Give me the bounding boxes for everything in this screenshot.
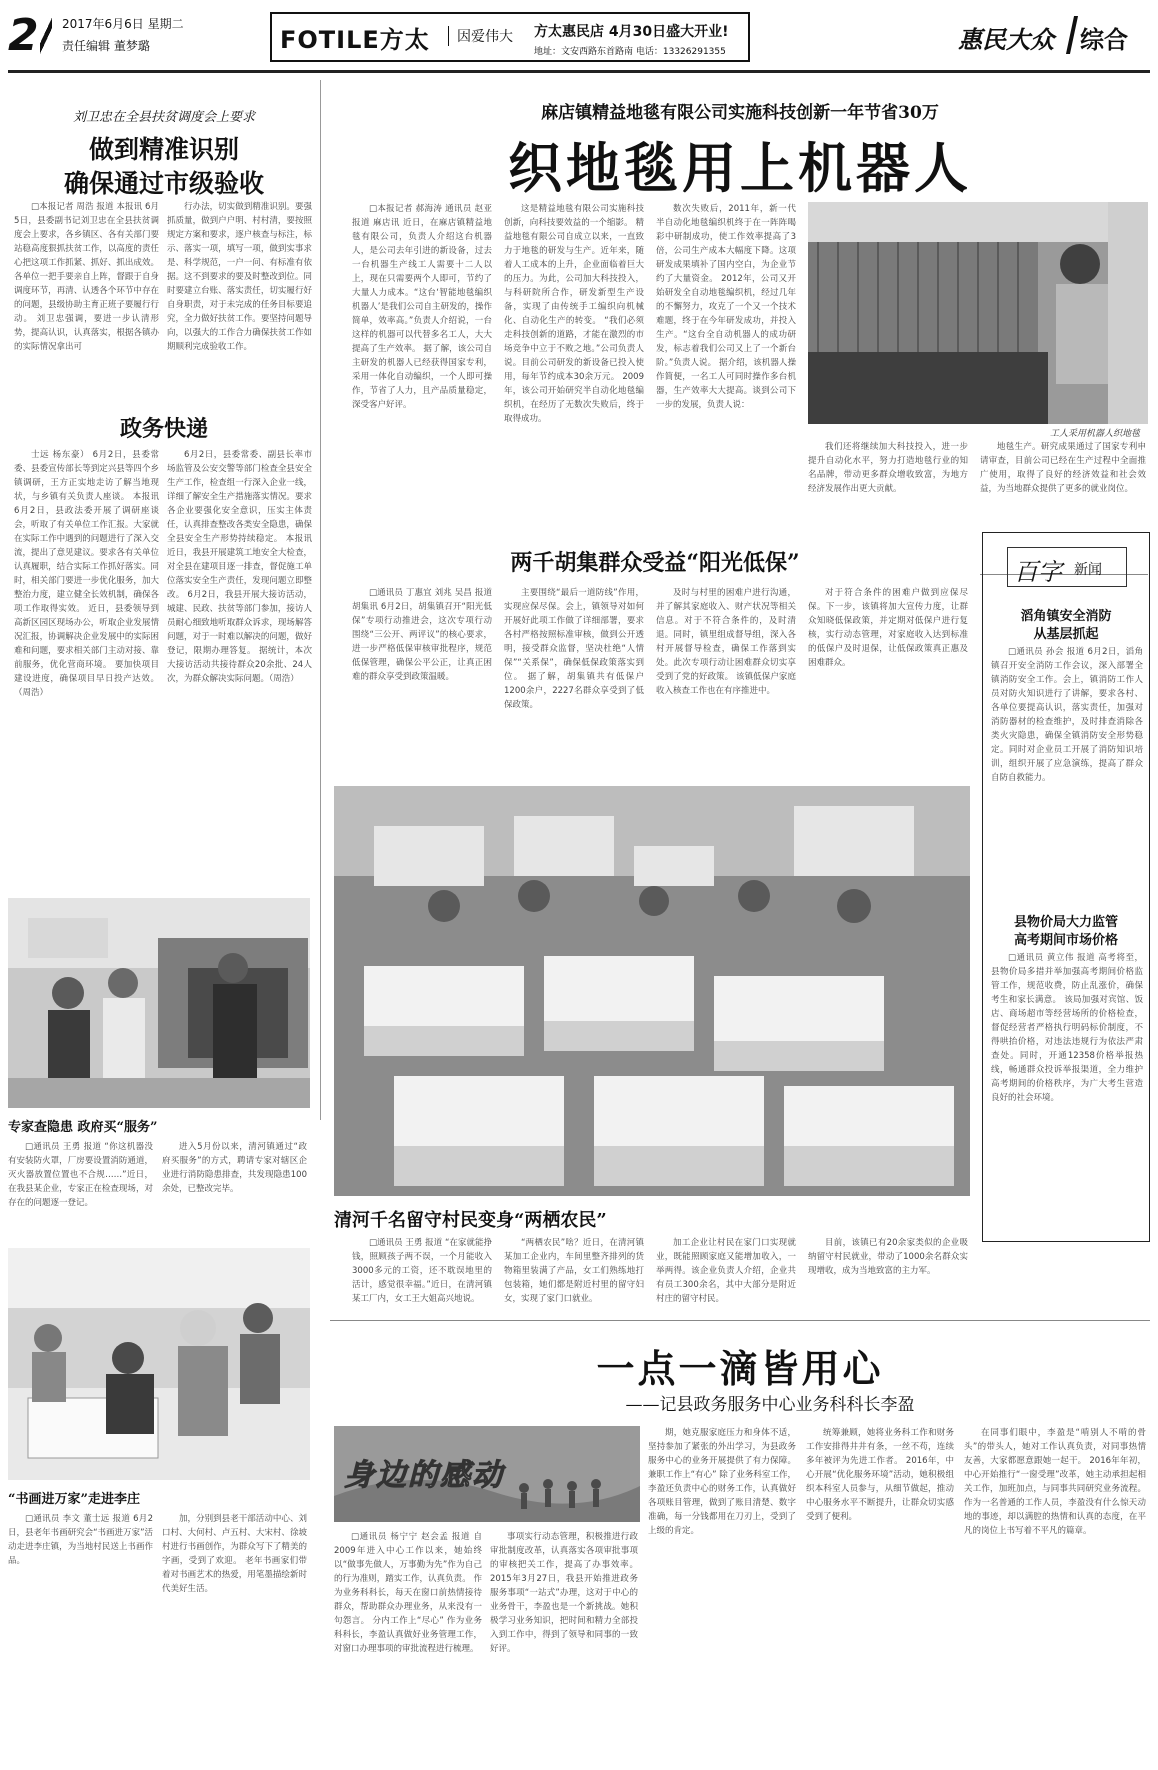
main-paragraph: 这是精益地毯有限公司实施科技创新，向科技要效益的一个缩影。 精益地毯有限公司自成立以来，一直致力于地毯的研发与生产。近年来，随着人工成本的上升，企业面临着巨大的压力。为此，公司加大科技投入，与科研院所合作，研发新型生产设备，实现了由传统手工编织向机械化、自动化生产的转变。 “我们必须走科技创新的道路，才能在激烈的市场竞争中立于不败之地。”公司负责人说。目前公司研发的新设备已投入使用，每年节约成本30余万元。 2009年，该公司开始研究半自动化地毯编织机，在经历了无数次失败后，终于取得成功。 [504,204,644,424]
ad-brand: FOTILE方太 [280,26,430,54]
brief-item1-body [991,645,1143,897]
page-number: 2 [8,10,39,61]
news-paragraph: 6月2日，县委常委、副县长率市场监管及公安交警等部门检查全县安全生产工作，检查组一行深入企业一线，详细了解安全生产措施落实情况。要求各企业要强化安全意识，压实主体责任，认真排查整改各类安全隐患，确保全县安全生产形势持续稳定。 本报讯 近日，我县开展建筑工地安全大检查，对全县在建项目逐一排查，督促施工单位落实安全生产责任，发现问题立即整改。 6月2日，我县开展大接访活动，城建、民政、扶贫等部门参加，接访人员耐心细致地听取群众诉求，现场解答问题，对于一时难以解决的问题，做好登记，限期办理答复。 据统计，本次大接访活动共接待群众20余批、24人次，为群众解决实际问题。（周浩） [167,450,312,684]
inspection-col2 [162,1140,307,1222]
calligraphy-photo-image [8,1248,310,1480]
brief-item1-title-line2: 从基层抓起 [1033,627,1099,642]
brief-paragraph: □通讯员 孙会 报道 6月2日，滔角镇召开安全消防工作会议，深入部署全镇消防安全工作。会上，镇消防工作人员对防火知识进行了讲解，要求各村、各单位要提高认识，落实责任，加强对消防器材的检查维护，及时排查消除各类火灾隐患，确保全镇消防安全形势稳定。同时对企业员工开展了消防知识培训，组织开展了应急演练，提高了群众自防自救能力。 [991,647,1143,783]
main-paragraph: 我们还将继续加大科技投入，进一步提升自动化水平，努力打造地毯行业的知名品牌，带动更多群众增收致富，为地方经济发展作出更大贡献。 [808,442,968,494]
news-quick-col1 [14,448,159,818]
ad-slogan: 因爱伟大 [448,26,513,46]
editor-line: 责任编辑 董梦璐 [62,39,150,53]
article-kicker: 刘卫忠在全县扶贫调度会上要求 [72,110,255,125]
main-col2 [504,202,644,566]
article-body-col1 [14,200,159,396]
factory-col4 [808,1236,968,1310]
factory-paragraph: 目前，该镇已有20余家类似的企业吸纳留守村民就业，带动了1000余名群众实现增收，成为当地致富的主力军。 [808,1238,968,1276]
factory-caption: 清河千名留守村民变身“两栖农民” [334,1210,607,1231]
calligraphy-photo [8,1248,310,1480]
main-tail [980,440,1146,500]
sunshine-title: 两千胡集群众受益“阳光低保” [330,546,980,577]
sunshine-col1 [352,586,492,776]
feature-col3 [648,1426,796,1764]
main-col1 [352,202,492,566]
inspection-photo [8,898,310,1108]
article-title-line2: 确保通过市级验收 [63,169,264,198]
news-paragraph: 士远 杨东豪） 6月2日，县委常委、县委宣传部长等到定兴县等四个乡镇调研，王方正实地走访了解当地现状，与乡镇有关负责人座谈。 本报讯 6月2日，县政法委开展了调研座谈会，听取了有关单位工作汇报。大家就在实际工作中遇到的问题进行了深入交流，提出了意见建议。要求各有关单位认真履职，结合实际工作抓好落实。同时，相关部门要进一步优化服务，加大整治力度，建立健全长效机制，确保各项工作取得实效。 近日，县委领导到高新区园区现场办公，听取企业发展情况汇报，协调解决企业发展中的实际困难和问题，要求相关部门主动对接、靠前服务，优化营商环境。 要加快项目建设进度，确保项目早日投产达效。（周浩） [14,450,159,698]
article-paragraph: 行办法，切实做到精准识别。要强抓质量，做到户户明、村村清，要按照规定方案和要求，逐户核查与标注，标示、落实一项，填写一项，做到实事求是、科学规范，一户一问、有标准有依据。这不到要求的要及时整改到位。同时要建立台账、落实责任，切实履行好自身职责，对于未完成的任务目标要追究，全力做好扶贫工作。要坚持问题导向，以强大的工作合力确保扶贫工作如期顺利完成验收工作。 [167,202,312,352]
factory-photo [334,786,970,1196]
sunshine-col3 [656,586,796,776]
factory-col3 [656,1236,796,1310]
carpet-robot-photo-image [808,202,1148,424]
inspection-caption: 专家查隐患 政府买“服务” [8,1120,158,1135]
sunshine-col4 [808,586,968,776]
brief-news-logo [1007,547,1127,587]
brief-item1-title-line1: 滔角镇安全消防 [1020,609,1112,624]
brief-item2-body [991,951,1143,1235]
feature-paragraph: 在同事们眼中，李盈是“啃别人不啃的骨头”的带头人，她对工作认真负责，对同事热情友善，大家都愿意跟她一起干。 2016年年初，中心开始推行“一窗受理”改革，她主动承担起相关工作，加班加点，与同事共同研究业务流程。 作为一名普通的工作人员，李盈没有什么惊天动地的事迹，却以满腔的热情和认真的态度，在平凡的岗位上书写着不平凡的篇章。 [964,1428,1146,1536]
article-paragraph: □本报记者 周浩 报道 本报讯 6月5日，县委副书记刘卫忠在全县扶贫调度会上要求，各乡镇区、各有关部门要站稳高度狠抓扶贫工作，以高度的责任心把这项工作抓紧、抓好、抓出成效。各单位一把手要亲自上阵，督跟于自身调度环节，再清、认透各个环节中存在的问题，县级协助主育正班子要履行行动。 刘卫忠强调，要进一步认清形势，提高认识，认真落实，根据各镇办的实际情况拿出可 [14,202,159,352]
calligraphy-paragraph: □通讯员 李文 董士远 报道 6月2日，县老年书画研究会“书画进万家”活动走进李庄镇，为当地村民送上书画作品。 [8,1514,153,1566]
feature-paragraph: 期，她克服家庭压力和身体不适，坚持参加了紧张的外出学习，为县政务服务中心的业务开展提供了有力保障。 兼职工作上“有心” 除了业务科室工作，李盈还负责中心的财务工作，认真做好各项账目管理，做到了账目清楚、数字准确，每一分钱都用在刀刃上，受到了上级的肯定。 [648,1428,796,1536]
ad-address: 地址：文安西路东首路南 电话：13326291355 [534,47,726,57]
main-paragraph: 地毯生产。研究成果通过了国家专利申请审查，目前公司已经在生产过程中全面推广使用，取得了良好的经济效益和社会效益，为当地群众提供了更多的就业岗位。 [980,442,1146,494]
sunshine-paragraph: □通讯员 丁惠宜 刘兆 吴昌 报道 胡集讯 6月2日，胡集镇召开“阳光低保”专项行动推进会，这次专项行动围绕“三公开、两评议”的核心要求，进一步严格低保审核审批程序，规范低保管理，确保公平公正，让真正困难的群众享受到政策温暖。 [352,588,492,682]
factory-paragraph: □通讯员 王勇 报道 “在家就能挣钱，照顾孩子两不误，一个月能收入3000多元的工资，还不耽误地里的活计，感觉很幸福。”近日，在清河镇某工厂内，女工王大姐高兴地说。 [352,1238,492,1304]
feature-title: 一点一滴皆用心 [596,1346,884,1391]
feature-subtitle: ——记县政务服务中心业务科科长李盈 [625,1395,915,1415]
calligraphy-col2 [162,1512,307,1764]
main-kicker: 麻店镇精益地毯有限公司实施科技创新一年节省30万 [541,103,939,123]
feature-col1 [334,1530,482,1764]
calligraphy-caption: “书画进万家”走进李庄 [8,1492,140,1507]
factory-photo-image [334,786,970,1196]
section-divider [1066,16,1078,54]
brief-logo-sub: 新闻 [1074,562,1102,578]
advertisement [270,12,750,62]
sunshine-paragraph: 对于符合条件的困难户做到应保尽保。下一步，该镇将加大宣传力度，让群众知晓低保政策，并定期对低保户进行复核，实行动态管理，对家庭收入达到标准的低保户及时退保，让低保政策真正惠及困难群众。 [808,588,968,668]
factory-paragraph: 加工企业让村民在家门口实现就业，既能照顾家庭又能增加收入，一举两得。该企业负责人介绍，企业共有员工300余名，其中大部分是附近村庄的留守村民。 [656,1238,796,1304]
inspection-paragraph: 进入5月份以来，清河镇通过“政府买服务”的方式，聘请专家对辖区企业进行消防隐患排查，共发现隐患100余处，已整改完毕。 [162,1142,307,1194]
feature-paragraph: 统筹兼顾，她将业务科工作和财务工作安排得井井有条，一丝不苟，连续多年被评为先进工作者。 2016年，中心开展“优化服务环境”活动，她积极组织本科室人员参与，从细节做起，推动中心服务水平不断提升，让群众切实感受到了便利。 [806,1428,954,1522]
factory-col1 [352,1236,492,1310]
main-paragraph: □本报记者 郝海涛 通讯员 赵亚 报道 麻店讯 近日，在麻店镇精益地毯有限公司，负责人介绍这台机器人，是公司去年引进的新设备，过去一台机器生产线工人需要十二人以上，现在只需要两个人即可，节约了大量人力成本。“这台‘智能地毯编织机器人’是我们公司自主研发的，操作简单，效率高。”负责人介绍说，一台这样的机器可以代替多名工人，大大提高了生产效率。 据了解，该公司自主研发的机器人已经获得国家专利，采用一体化自动编织，一个人即可操作，节省了人力，且产品质量稳定，深受客户好评。 [352,204,492,410]
main-paragraph: 数次失败后，2011年，新一代半自动化地毯编织机终于在一阵阵喝彩中研制成功，使工作效率提高了3倍，公司生产成本大幅度下降。这项研发成果填补了国内空白，为企业节约了大量资金。 2012年，公司又开始研发全自动地毯编织机，经过几年的不懈努力，攻克了一个又一个技术难题，终于在今年研发成功，并投入生产。“这台全自动机器人的成功研发，标志着我们公司又上了一个新台阶。”负责人说。 据介绍，该机器人操作简便，一名工人可同时操作多台机器，生产效率大大提高。谈到公司下一步的发展，负责人说： [656,204,796,410]
calligraphy-col1 [8,1512,153,1764]
article-title-line1: 做到精准识别 [88,135,239,164]
inspection-photo-image [8,898,310,1108]
section-name: 综合 [1080,26,1128,54]
main-col3 [656,202,796,566]
touching-banner [334,1426,640,1522]
feature-paragraph: 事项实行动态管理，积极推进行政审批制度改革，认真落实各项审批事项的审核把关工作，提高了办事效率。 2015年3月27日，我县开始推进政务服务事项“一站式”办理，这对于中心的业务骨干，李盈也是一个新挑战。她积极学习业务知识，把时间和精力全部投入到工作中，得到了领导和同事的一致好评。 [490,1532,638,1654]
carpet-robot-photo [808,202,1148,424]
slash-mark [40,12,52,56]
brief-paragraph: □通讯员 黄立伟 报道 高考将至，县物价局多措并举加强高考期间价格监管工作，规范收费，防止乱涨价，确保考生和家长满意。 该局加强对宾馆、饭店、商场超市等经营场所的价格检查，督促经营者严格执行明码标价制度，不得哄抬价格，对违法违规行为依法严肃查处。同时，开通12358价格举报热线，畅通群众投诉举报渠道，全力维护高考期间的价格秩序，为广大考生营造良好的社会环境。 [991,953,1143,1103]
banner-text: 身边的感动 [344,1458,504,1493]
carpet-photo-caption: 工人采用机器人织地毯 [1049,429,1140,439]
factory-col2 [504,1236,644,1310]
inspection-col1 [8,1140,153,1222]
column-divider [320,80,321,1120]
article-body-col2 [167,200,312,396]
header-rule [8,70,1150,73]
section-title: 惠民大众 [958,25,1054,54]
date-line: 2017年6月6日 星期二 [62,17,184,31]
feature-col5 [964,1426,1146,1764]
ad-headline: 方太惠民店 4月30日盛大开业! [534,24,729,40]
brief-news-box [982,532,1150,1242]
sunshine-col2 [504,586,644,776]
feature-paragraph: □通讯员 杨宁宁 赵会孟 报道 自2009年进入中心工作以来，她始终以“做事先做人，万事勤为先”作为自己的行为准则，踏实工作，认真负责。 作为业务科科长，每天在窗口前热情接待群众，帮助群众办理业务，从来没有一句怨言。 分内工作上“尽心” 作为业务科科长，李盈认真做好业务管理工作，对窗口办理事项的审批流程进行梳理。 [334,1532,482,1654]
feature-col4 [806,1426,954,1764]
news-quick-title: 政务快递 [119,416,208,442]
brief-item2-title-line1: 县物价局大力监管 [1013,915,1118,930]
factory-paragraph: “两栖农民”啥？近日，在清河镇某加工企业内，车间里整齐排列的货物箱里装满了产品，女工们熟练地打包装箱，她们都是附近村里的留守妇女，实现了家门口就业。 [504,1238,644,1304]
brief-logo-text: 百字 [1014,558,1062,586]
calligraphy-paragraph: 加，分别到县老干部活动中心、刘口村、大何村、卢五村、大宋村、徐坡村进行书画创作，为群众写下了精美的字画，受到了欢迎。 老年书画家们带着对书画艺术的热爱，用笔墨描绘新时代美好生活。 [162,1514,307,1594]
section-rule-2 [330,1320,1150,1321]
news-quick-col2 [167,448,312,818]
inspection-paragraph: □通讯员 王勇 报道 “你这机器没有安装防火罩，厂房要设置消防通道，灭火器放置位置也不合规……”近日，在我县某企业，专家正在检查现场，对存在的问题逐一登记。 [8,1142,153,1208]
sunshine-paragraph: 及时与村里的困难户进行沟通，并了解其家庭收入、财产状况等相关信息。对于不符合条件的，及时清退。同时，镇里组成督导组，深入各村开展督导检查，确保工作落到实处。此次专项行动让困难群众切实享受到了党的好政策。 该镇低保户家庭收入核查工作也在有序推进中。 [656,588,796,696]
main-title: 织地毯用上机器人 [508,136,972,200]
brief-item2-title-line2: 高考期间市场价格 [1013,933,1118,948]
sunshine-paragraph: 主要围绕“最后一道防线”作用，实现应保尽保。会上，镇领导对如何开展好此项工作做了详细部署，要求各村严格按照标准审核，做到公开透明，接受群众监督，坚决杜绝“人情保”“关系保”，确保低保政策落实到位。 据了解，胡集镇共有低保户1200余户，2227名群众享受到了低保政策。 [504,588,644,710]
feature-col2 [490,1530,638,1764]
